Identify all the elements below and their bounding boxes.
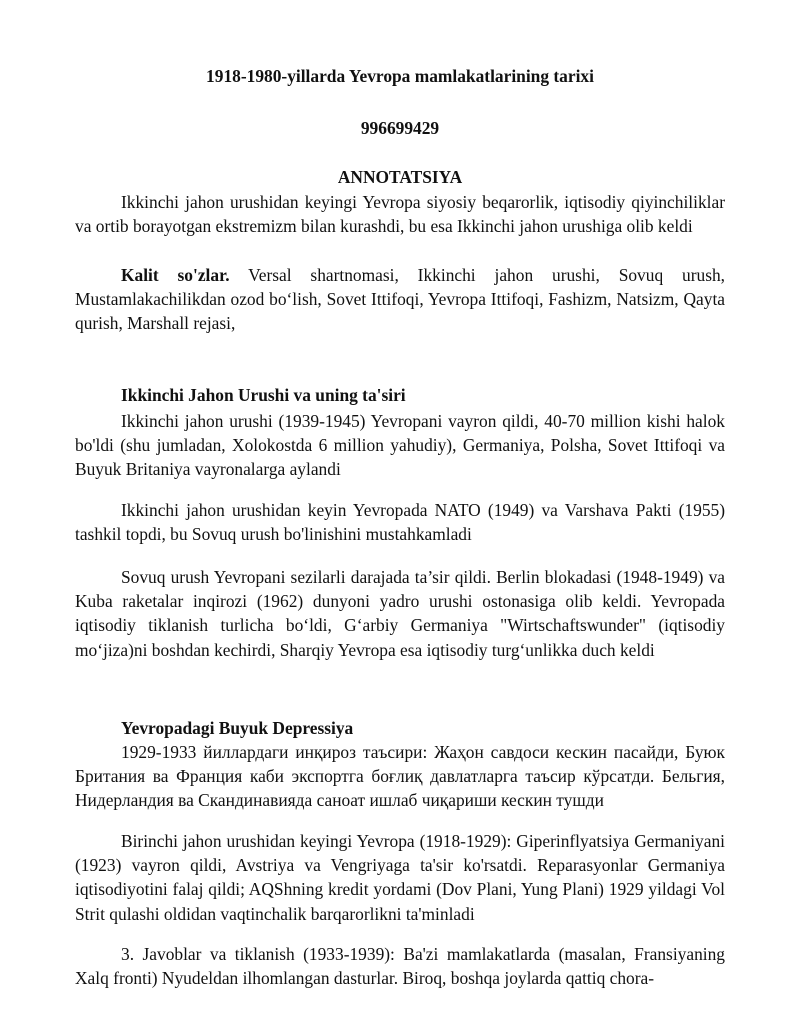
document-title: 1918-1980-yillarda Yevropa mamlakatlarining tarixi [206,66,594,86]
section2-paragraph-1: 1929-1933 йиллардаги инқироз таъсири: Жаҳон савдоси кескин пасайди, Буюк Британия ва Франция каби экспортга боғлиқ давлатларга таъсир кўрсатди. Бельгия, Нидерландия ва Скандинавияда саноат ишлаб чиқариши кескин тушди [75,742,725,811]
keywords-label: Kalit so'zlar. [121,265,230,285]
keywords-paragraph [75,263,725,336]
section1-paragraph-3: Sovuq urush Yevropani sezilarli darajada ta’sir qildi. Berlin blokadasi (1948-1949) va Kuba raketalar inqirozi (1962) dunyoni yadro urushi ostonasiga olib keldi. Yevropada iqtisodiy tiklanish turlicha bo‘ldi, G‘arbiy Germaniya "Wirtschaftswunder" (iqtisodiy mo‘jiza)ni boshdan kechirdi, Sharqiy Yevropa esa iqtisodiy turg‘unlikka duch keldi [75,567,725,660]
document-code: 996699429 [360,118,440,138]
section-heading-ww2: Ikkinchi Jahon Urushi va uning ta'siri [121,385,406,405]
annotation-heading: ANNOTATSIYA [337,167,463,187]
section1-paragraph-1: Ikkinchi jahon urushi (1939-1945) Yevropani vayron qildi, 40-70 million kishi halok bo'ldi (shu jumladan, Xolokostda 6 million yahudiy), Germaniya, Polsha, Sovet Ittifoqi va Buyuk Britaniya vayronalarga aylandi [75,411,725,480]
section-heading-depression: Yevropadagi Buyuk Depressiya [121,718,354,738]
keywords-text: Versal shartnomasi, Ikkinchi jahon urushi, Sovuq urush, Mustamlakachilikdan ozod bo‘lish, Sovet Ittifoqi, Yevropa Ittifoqi, Fashizm, Natsizm, Qayta qurish, Marshall rejasi, [75,265,725,334]
section2-paragraph-3: 3. Javoblar va tiklanish (1933-1939): Ba'zi mamlakatlarda (masalan, Fransiyaning Xalq fronti) Nyudeldan ilhomlangan dasturlar. Biroq, boshqa joylarda qattiq chora- [75,944,725,989]
section2-paragraph-2: Birinchi jahon urushidan keyingi Yevropa (1918-1929): Giperinflyatsiya Germaniyani (1923) vayron qildi, Avstriya va Vengriyaga ta'sir ko'rsatdi. Reparasyonlar Germaniya iqtisodiyotini falaj qildi; AQShning kredit yordami (Dov Plani, Yung Plani) 1929 yildagi Vol Strit qulashi oldidan vaqtinchalik barqarorlikni ta'minladi [75,831,725,924]
section1-paragraph-2: Ikkinchi jahon urushidan keyin Yevropada NATO (1949) va Varshava Pakti (1955) tashkil topdi, bu Sovuq urush bo'linishini mustahkamladi [75,500,725,545]
annotation-paragraph: Ikkinchi jahon urushidan keyingi Yevropa siyosiy beqarorlik, iqtisodiy qiyinchiliklar va ortib borayotgan ekstremizm bilan kurashdi, bu esa Ikkinchi jahon urushiga olib keldi [75,192,725,237]
